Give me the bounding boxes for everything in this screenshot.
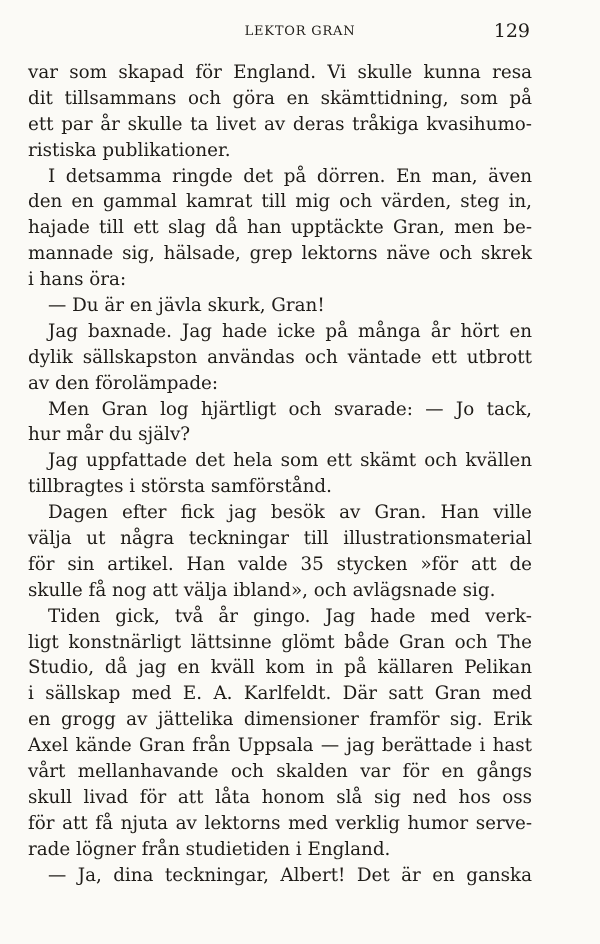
text-line: dit tillsammans och göra en skämttidning, som på: [28, 87, 532, 109]
page-number: 129: [493, 20, 530, 42]
text-line: Men Gran log hjärtligt och svarade: — Jo tack,: [48, 398, 532, 420]
text-line: den en gammal kamrat till mig och värden, steg in,: [28, 191, 532, 213]
text-line: av den förolämpade:: [28, 372, 219, 394]
text-line: skull livad för att låta honom slå sig ned hos oss: [28, 786, 532, 808]
text-line: tillbragtes i största samförstånd.: [28, 476, 332, 498]
text-line: i hans öra:: [28, 269, 127, 291]
text-line: ett par år skulle ta livet av deras tråkiga kvasihumo-: [28, 113, 532, 135]
text-line: Jag uppfattade det hela som ett skämt och kvällen: [48, 450, 532, 472]
running-title: LEKTOR GRAN: [244, 24, 356, 39]
text-line: Jag baxnade. Jag hade icke på många år hört en: [48, 320, 532, 342]
text-line: Axel kände Gran från Uppsala — jag berättade i hast: [28, 735, 532, 757]
text-line: hur mår du själv?: [28, 424, 191, 446]
text-line: rade lögner från studietiden i England.: [28, 838, 391, 860]
text-line: var som skapad för England. Vi skulle kunna resa: [28, 62, 532, 83]
text-line: för sin artikel. Han valde 35 stycken »för att de: [28, 553, 532, 575]
text-line: Dagen efter fick jag besök av Gran. Han ville: [48, 502, 532, 524]
text-line: skulle få nog att välja ibland», och avlägsnade sig.: [28, 579, 496, 601]
text-line: ristiska publikationer.: [28, 139, 231, 161]
text-line: i sällskap med E. A. Karlfeldt. Där satt Gran med: [28, 683, 532, 705]
text-line: Tiden gick, två år gingo. Jag hade med verk-: [48, 605, 532, 627]
body-text: [28, 60, 532, 889]
text-line: dylik sällskapston användas och väntade ett utbrott: [28, 346, 532, 368]
text-line: välja ut några teckningar till illustrationsmaterial: [28, 528, 532, 550]
text-line: ligt konstnärligt lättsinne glömt både Gran och The: [28, 631, 532, 653]
text-line: hajade till ett slag då han upptäckte Gran, men be-: [28, 217, 532, 239]
text-line: I detsamma ringde det på dörren. En man, även: [48, 165, 532, 187]
text-line: för att få njuta av lektorns med verklig humor serve-: [28, 812, 532, 834]
text-line: en grogg av jättelika dimensioner framför sig. Erik: [28, 709, 532, 731]
text-line: mannade sig, hälsade, grep lektorns näve och skrek: [28, 243, 532, 265]
running-head: [0, 20, 600, 44]
text-line: Studio, då jag en kväll kom in på källaren Pelikan: [28, 657, 532, 679]
text-line: vårt mellanhavande och skalden var för en gångs: [28, 761, 532, 783]
text-line: — Du är en jävla skurk, Gran!: [48, 295, 325, 317]
text-line: — Ja, dina teckningar, Albert! Det är en ganska: [48, 864, 532, 886]
